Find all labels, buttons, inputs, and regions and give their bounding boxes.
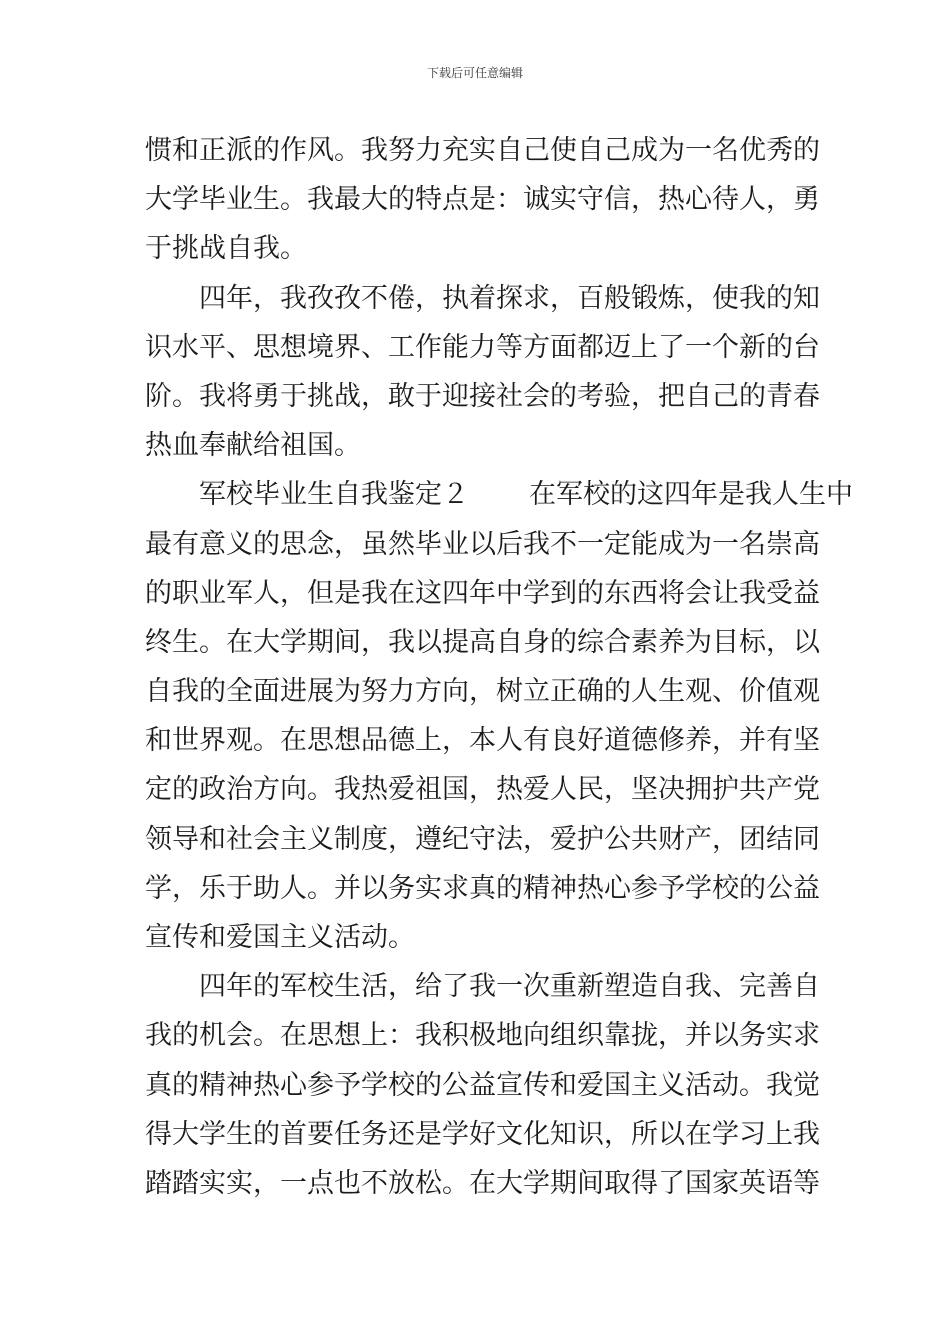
text-line: 于挑战自我。	[145, 233, 307, 265]
text-line: 惯和正派的作风。我努力充实自己使自己成为一名优秀的	[145, 135, 820, 166]
document-body	[145, 126, 853, 1208]
paragraph-first-line: 四年的军校生活，给了我一次重新塑造自我、完善自	[199, 971, 820, 1003]
text-line: 得大学生的首要任务还是学好文化知识，所以在学习上我	[145, 1118, 820, 1150]
text-line: 阶。我将勇于挑战，敢于迎接社会的考验，把自己的青春	[145, 380, 820, 412]
text-line: 学，乐于助人。并以务实求真的精神热心参予学校的公益	[145, 872, 820, 904]
section-title-line	[145, 470, 853, 519]
text-line: 大学毕业生。我最大的特点是：诚实守信，热心待人，勇	[145, 184, 820, 216]
page-header: 下载后可任意编辑	[426, 66, 523, 80]
text-line: 和世界观。在思想品德上，本人有良好道德修养，并有坚	[145, 725, 820, 757]
text-line: 终生。在大学期间，我以提高自身的综合素养为目标，以	[145, 626, 820, 658]
text-line: 踏踏实实，一点也不放松。在大学期间取得了国家英语等	[145, 1167, 820, 1199]
text-line: 真的精神热心参予学校的公益宣传和爱国主义活动。我觉	[145, 1069, 820, 1101]
text-line: 我的机会。在思想上：我积极地向组织靠拢，并以务实求	[145, 1020, 820, 1052]
text-line: 最有意义的思念，虽然毕业以后我不一定能成为一名崇高	[145, 528, 820, 560]
paragraph-first-line: 四年，我孜孜不倦，执着探求，百般锻炼，使我的知	[199, 282, 820, 314]
text-line: 自我的全面进展为努力方向，树立正确的人生观、价值观	[145, 676, 820, 708]
text-line: 领导和社会主义制度，遵纪守法，爱护公共财产，团结同	[145, 823, 820, 855]
text-line: 识水平、思想境界、工作能力等方面都迈上了一个新的台	[145, 331, 820, 363]
section-title: 军校毕业生自我鉴定２	[199, 479, 469, 511]
text-line: 的职业军人，但是我在这四年中学到的东西将会让我受益	[145, 577, 820, 609]
text-line: 热血奉献给祖国。	[145, 430, 361, 462]
text-line: 宣传和爱国主义活动。	[145, 922, 415, 953]
text-line: 定的政治方向。我热爱祖国，热爱人民，坚决拥护共产党	[145, 774, 820, 806]
section-intro: 在军校的这四年是我人生中	[529, 479, 853, 511]
